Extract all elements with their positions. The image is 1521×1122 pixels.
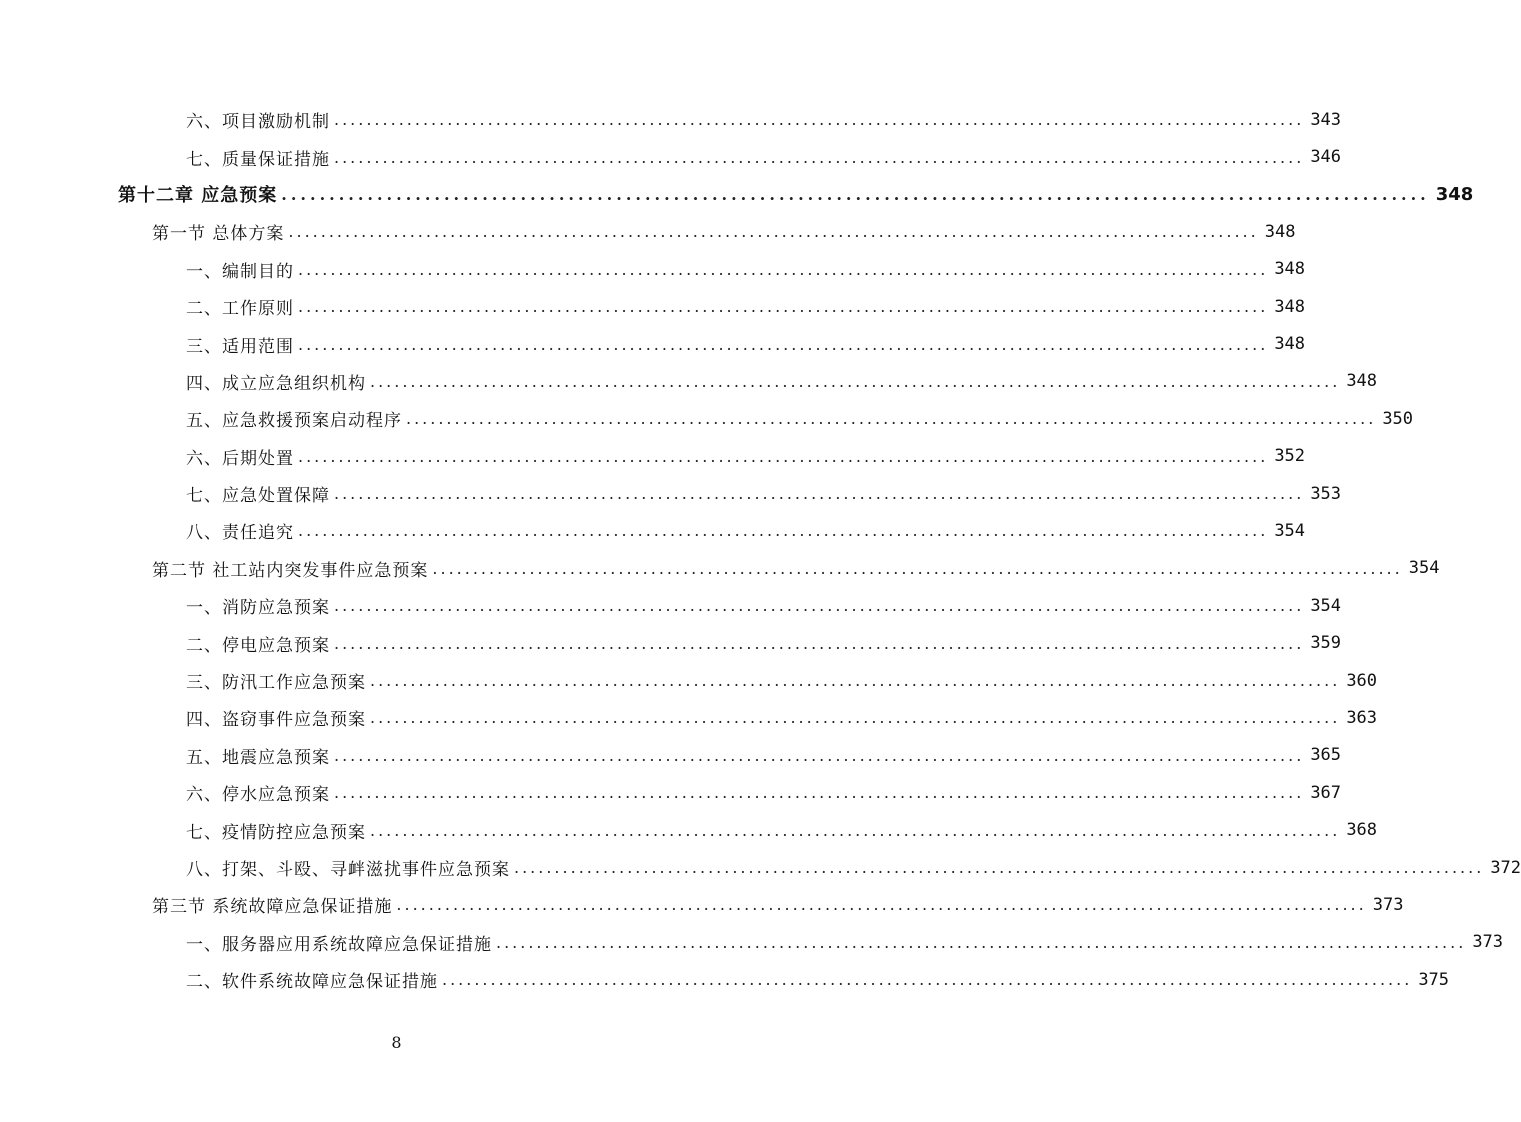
dot-leader: ........................................................................................................................ [288, 222, 1259, 242]
toc-entry-title: 六、项目激励机制 [186, 107, 334, 132]
dot-leader: ........................................................................................................................ [432, 558, 1403, 578]
toc-entry-title: 第三节 系统故障应急保证措施 [152, 892, 396, 917]
toc-entry-title: 三、适用范围 [186, 332, 298, 357]
toc-subsection-entry[interactable] [186, 924, 1504, 961]
toc-entry-title: 二、停电应急预案 [186, 631, 334, 656]
toc-entry-title: 五、应急救援预案启动程序 [186, 406, 406, 431]
dot-leader: ........................................................................................................................ [370, 708, 1341, 728]
toc-subsection-entry[interactable] [186, 737, 1342, 774]
toc-entry-page-number: 367 [1310, 782, 1342, 803]
toc-section-entry[interactable] [152, 550, 1440, 587]
dot-leader: ........................................................................................................................ [334, 484, 1305, 504]
dot-leader: ........................................................................................................................ [298, 334, 1269, 354]
toc-entry-page-number: 352 [1274, 446, 1306, 467]
toc-subsection-entry[interactable] [186, 138, 1342, 175]
toc-subsection-entry[interactable] [186, 288, 1306, 325]
dot-leader: ........................................................................................................................ [370, 671, 1341, 691]
toc-subsection-entry[interactable] [186, 811, 1378, 848]
toc-entry-title: 七、应急处置保障 [186, 481, 334, 506]
dot-leader: ........................................................................................................................ [370, 371, 1341, 391]
dot-leader: ........................................................................................................................ [334, 745, 1305, 765]
toc-entry-page-number: 350 [1382, 408, 1414, 429]
toc-subsection-entry[interactable] [186, 774, 1342, 811]
dot-leader: ........................................................................................................................ [334, 147, 1305, 167]
toc-subsection-entry[interactable] [186, 400, 1414, 437]
toc-entry-page-number: 348 [1435, 183, 1474, 205]
dot-leader: ........................................................................................................................ [334, 596, 1305, 616]
toc-subsection-entry[interactable] [186, 512, 1306, 549]
toc-entry-page-number: 348 [1346, 371, 1378, 392]
dot-leader: ........................................................................................................................ [281, 184, 1430, 204]
dot-leader: ........................................................................................................................ [334, 633, 1305, 653]
toc-chapter-entry[interactable] [118, 176, 1474, 213]
toc-entry-page-number: 354 [1408, 558, 1440, 579]
toc-subsection-entry[interactable] [186, 101, 1342, 138]
toc-subsection-entry[interactable] [186, 475, 1342, 512]
dot-leader: ........................................................................................................................ [370, 820, 1341, 840]
toc-entry-title: 二、软件系统故障应急保证措施 [186, 967, 442, 992]
toc-entry-page-number: 348 [1274, 259, 1306, 280]
toc-entry-page-number: 348 [1274, 334, 1306, 355]
toc-entry-page-number: 373 [1472, 932, 1504, 953]
toc-entry-title: 八、打架、斗殴、寻衅滋扰事件应急预案 [186, 855, 514, 880]
toc-subsection-entry[interactable] [186, 363, 1378, 400]
toc-subsection-entry[interactable] [186, 624, 1342, 661]
toc-section-entry[interactable] [152, 213, 1296, 250]
toc-subsection-entry[interactable] [186, 325, 1306, 362]
toc-entry-title: 一、编制目的 [186, 257, 298, 282]
dot-leader: ........................................................................................................................ [496, 932, 1467, 952]
dot-leader: ........................................................................................................................ [406, 409, 1377, 429]
toc-subsection-entry[interactable] [186, 849, 1521, 886]
toc-entry-page-number: 360 [1346, 670, 1378, 691]
toc-entry-title: 六、停水应急预案 [186, 780, 334, 805]
dot-leader: ........................................................................................................................ [298, 446, 1269, 466]
table-of-contents [0, 101, 1521, 998]
toc-entry-page-number: 343 [1310, 109, 1342, 130]
toc-entry-page-number: 373 [1372, 894, 1404, 915]
toc-entry-title: 六、后期处置 [186, 444, 298, 469]
dot-leader: ........................................................................................................................ [334, 110, 1305, 130]
toc-entry-page-number: 363 [1346, 707, 1378, 728]
toc-entry-title: 四、盗窃事件应急预案 [186, 705, 370, 730]
toc-entry-title: 第一节 总体方案 [152, 219, 288, 244]
dot-leader: ........................................................................................................................ [334, 783, 1305, 803]
toc-subsection-entry[interactable] [186, 438, 1306, 475]
toc-subsection-entry[interactable] [186, 587, 1342, 624]
toc-entry-title: 四、成立应急组织机构 [186, 369, 370, 394]
toc-entry-page-number: 375 [1418, 969, 1450, 990]
toc-entry-page-number: 348 [1274, 296, 1306, 317]
toc-entry-title: 七、疫情防控应急预案 [186, 818, 370, 843]
toc-subsection-entry[interactable] [186, 961, 1450, 998]
toc-entry-title: 三、防汛工作应急预案 [186, 668, 370, 693]
toc-entry-title: 一、服务器应用系统故障应急保证措施 [186, 930, 496, 955]
toc-entry-page-number: 354 [1310, 595, 1342, 616]
toc-section-entry[interactable] [152, 886, 1404, 923]
toc-subsection-entry[interactable] [186, 662, 1378, 699]
dot-leader: ........................................................................................................................ [396, 895, 1367, 915]
dot-leader: ........................................................................................................................ [514, 858, 1485, 877]
toc-entry-title: 一、消防应急预案 [186, 593, 334, 618]
toc-entry-title: 八、责任追究 [186, 518, 298, 543]
toc-entry-page-number: 372 [1490, 857, 1521, 878]
toc-entry-page-number: 365 [1310, 745, 1342, 766]
toc-entry-title: 七、质量保证措施 [186, 145, 334, 170]
toc-subsection-entry[interactable] [186, 699, 1378, 736]
dot-leader: ........................................................................................................................ [442, 970, 1413, 990]
toc-subsection-entry[interactable] [186, 251, 1306, 288]
toc-entry-title: 第十二章 应急预案 [118, 181, 281, 207]
toc-entry-page-number: 346 [1310, 147, 1342, 168]
toc-entry-page-number: 353 [1310, 483, 1342, 504]
dot-leader: ........................................................................................................................ [298, 521, 1269, 541]
toc-entry-title: 二、工作原则 [186, 294, 298, 319]
dot-leader: ........................................................................................................................ [298, 297, 1269, 317]
toc-entry-title: 第二节 社工站内突发事件应急预案 [152, 556, 432, 581]
toc-entry-page-number: 348 [1264, 221, 1296, 242]
toc-entry-page-number: 359 [1310, 633, 1342, 654]
dot-leader: ........................................................................................................................ [298, 259, 1269, 279]
toc-entry-page-number: 354 [1274, 520, 1306, 541]
page-number: 8 [391, 1033, 402, 1052]
toc-entry-page-number: 368 [1346, 820, 1378, 841]
toc-entry-title: 五、地震应急预案 [186, 743, 334, 768]
